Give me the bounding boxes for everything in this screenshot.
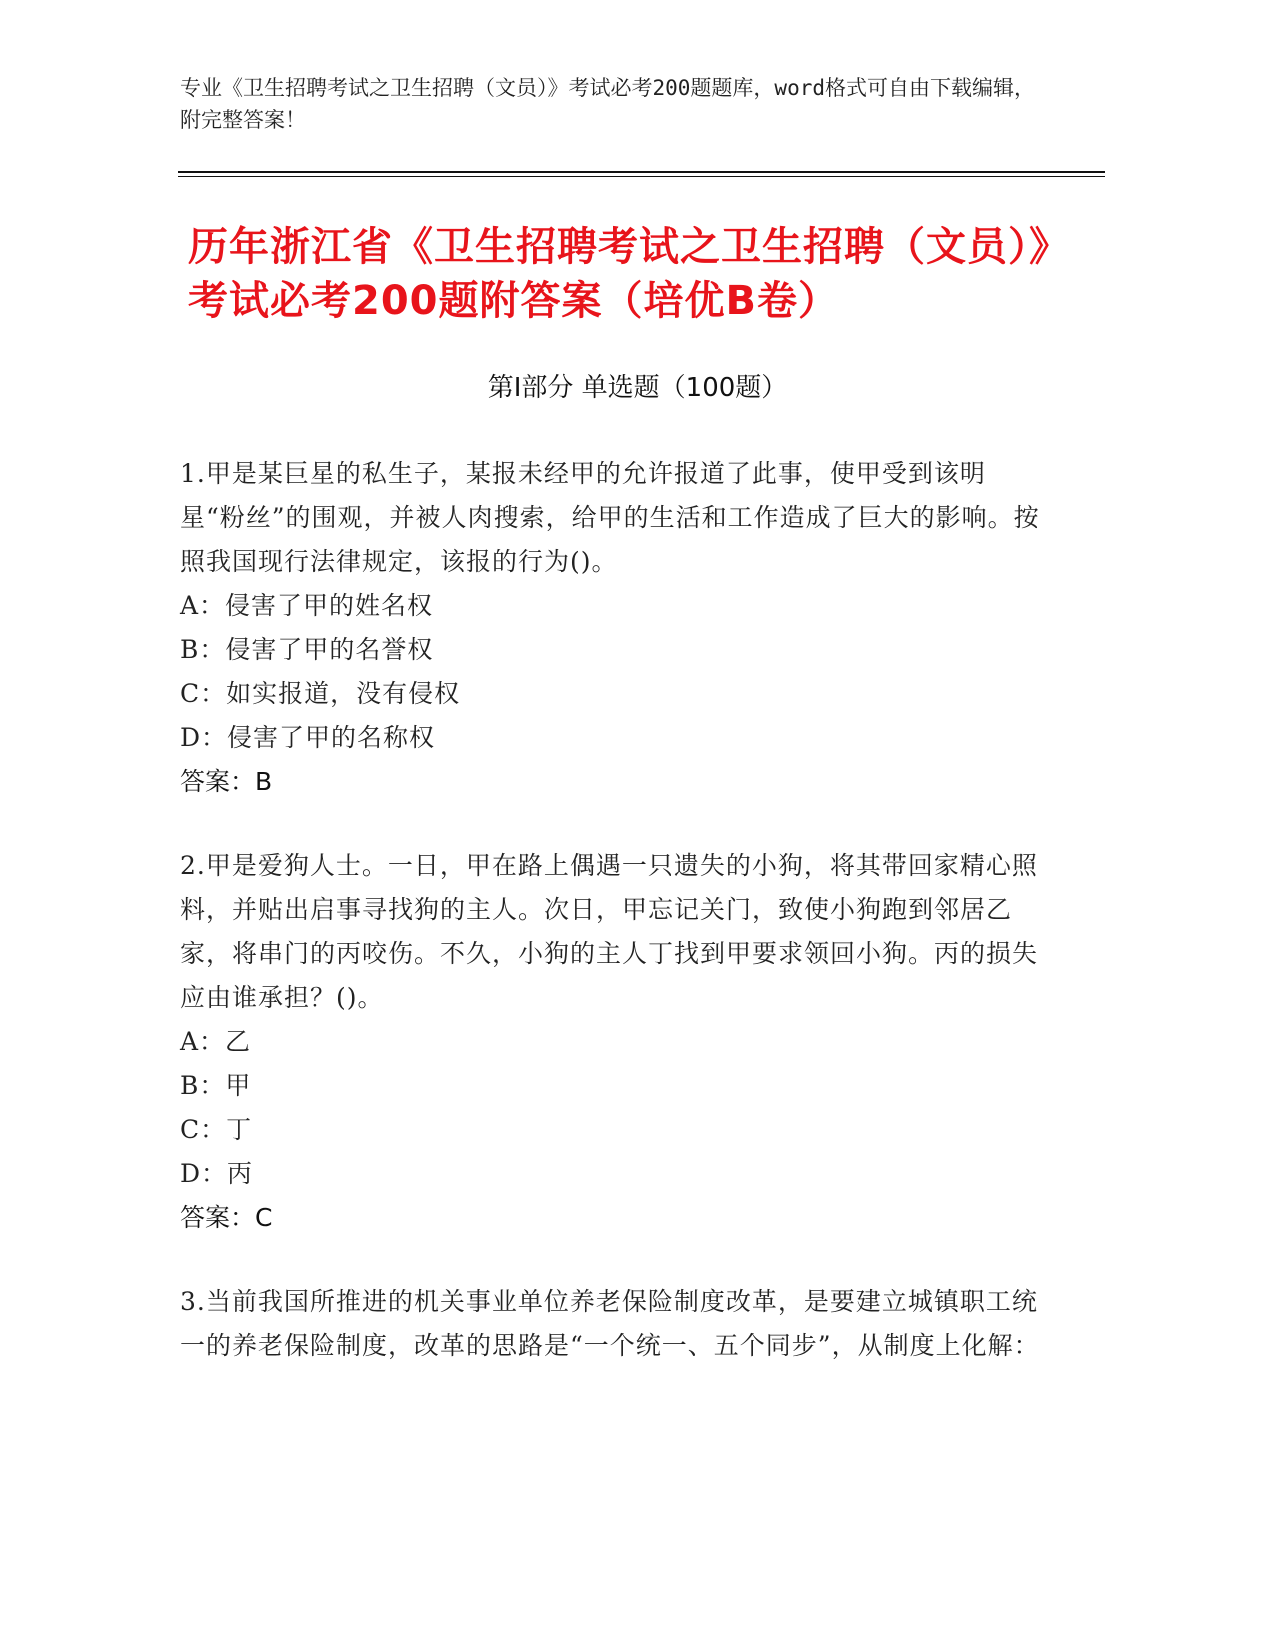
- header-divider-thin: [178, 176, 1105, 177]
- question-2: [180, 844, 1040, 1240]
- answer-label: 答案：C: [180, 1203, 273, 1232]
- question-3: [180, 1280, 1040, 1368]
- header-note: 专业《卫生招聘考试之卫生招聘（文员）》考试必考200题题库，word格式可自由下载编辑，附完整答案！: [180, 76, 1035, 132]
- question-stem: 1.甲是某巨星的私生子，某报未经甲的允许报道了此事，使甲受到该明星“粉丝”的围观，并被人肉搜索，给甲的生活和工作造成了巨大的影响。按照我国现行法律规定，该报的行为()。: [180, 459, 1040, 576]
- question-1: [180, 452, 1040, 804]
- option-c: C：丁: [180, 1115, 253, 1144]
- question-stem: 2.甲是爱狗人士。一日，甲在路上偶遇一只遗失的小狗，将其带回家精心照料，并贴出启事寻找狗的主人。次日，甲忘记关门，致使小狗跑到邻居乙家，将串门的丙咬伤。不久，小狗的主人丁找到甲要求领回小狗。丙的损失应由谁承担？()。: [180, 851, 1039, 1012]
- option-c: C：如实报道，没有侵权: [180, 679, 461, 708]
- option-b: B：侵害了甲的名誉权: [180, 635, 434, 664]
- answer-label: 答案：B: [180, 767, 273, 796]
- option-b: B：甲: [180, 1071, 252, 1100]
- header-divider-thick: [178, 171, 1105, 173]
- option-d: D：侵害了甲的名称权: [180, 723, 436, 752]
- document-title: 历年浙江省《卫生招聘考试之卫生招聘（文员）》考试必考200题附答案（培优B卷）: [188, 224, 1050, 324]
- option-a: A：乙: [180, 1027, 252, 1056]
- option-a: A：侵害了甲的姓名权: [180, 591, 434, 620]
- section-heading: 第Ⅰ部分 单选题（100题）: [487, 373, 788, 403]
- option-d: D：丙: [180, 1159, 254, 1188]
- question-stem: 3.当前我国所推进的机关事业单位养老保险制度改革，是要建立城镇职工统一的养老保险制度，改革的思路是“一个统一、五个同步”，从制度上化解：: [180, 1287, 1040, 1360]
